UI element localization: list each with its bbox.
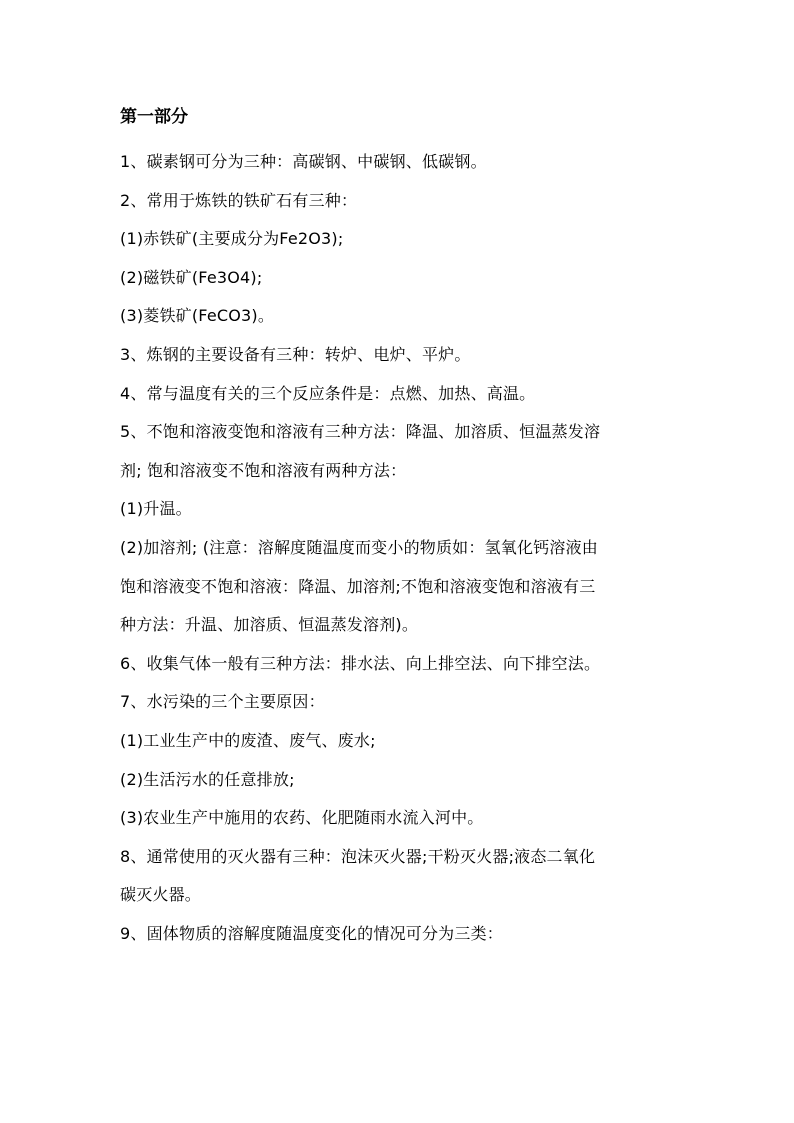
- body-text: [120, 143, 680, 953]
- text-line: 4、常与温度有关的三个反应条件是：点燃、加热、高温。: [120, 383, 536, 403]
- section-title: 第一部分: [120, 107, 188, 127]
- text-line: (1)工业生产中的废渣、废气、废水;: [120, 730, 376, 750]
- text-line: 饱和溶液变不饱和溶液：降温、加溶剂;不饱和溶液变饱和溶液有三: [120, 576, 596, 596]
- text-line: 剂; 饱和溶液变不饱和溶液有两种方法：: [120, 460, 407, 480]
- text-line: 2、常用于炼铁的铁矿石有三种：: [120, 190, 358, 210]
- text-line: 1、碳素钢可分为三种：高碳钢、中碳钢、低碳钢。: [120, 152, 487, 171]
- text-line: (1)升温。: [120, 499, 192, 519]
- text-line: 3、炼钢的主要设备有三种：转炉、电炉、平炉。: [120, 344, 471, 364]
- text-line: (2)加溶剂; (注意：溶解度随温度而变小的物质如：氢氧化钙溶液由: [120, 537, 598, 557]
- text-line: 6、收集气体一般有三种方法：排水法、向上排空法、向下排空法。: [120, 653, 601, 673]
- text-line: (3)菱铁矿(FeCO3)。: [120, 306, 275, 326]
- document-page: [120, 103, 680, 953]
- text-line: 5、不饱和溶液变饱和溶液有三种方法：降温、加溶质、恒温蒸发溶: [120, 422, 601, 442]
- text-line: (2)磁铁矿(Fe3O4);: [120, 267, 263, 287]
- text-line: 碳灭火器。: [120, 885, 202, 905]
- text-line: 9、固体物质的溶解度随温度变化的情况可分为三类：: [120, 923, 503, 943]
- text-line: (3)农业生产中施用的农药、化肥随雨水流入河中。: [120, 808, 484, 828]
- text-line: (1)赤铁矿(主要成分为Fe2O3);: [120, 229, 344, 249]
- text-line: (2)生活污水的任意排放;: [120, 769, 295, 789]
- text-line: 8、通常使用的灭火器有三种：泡沫灭火器;干粉灭火器;液态二氧化: [120, 846, 596, 866]
- text-line: 种方法：升温、加溶质、恒温蒸发溶剂)。: [120, 615, 419, 635]
- text-line: 7、水污染的三个主要原因：: [120, 692, 325, 712]
